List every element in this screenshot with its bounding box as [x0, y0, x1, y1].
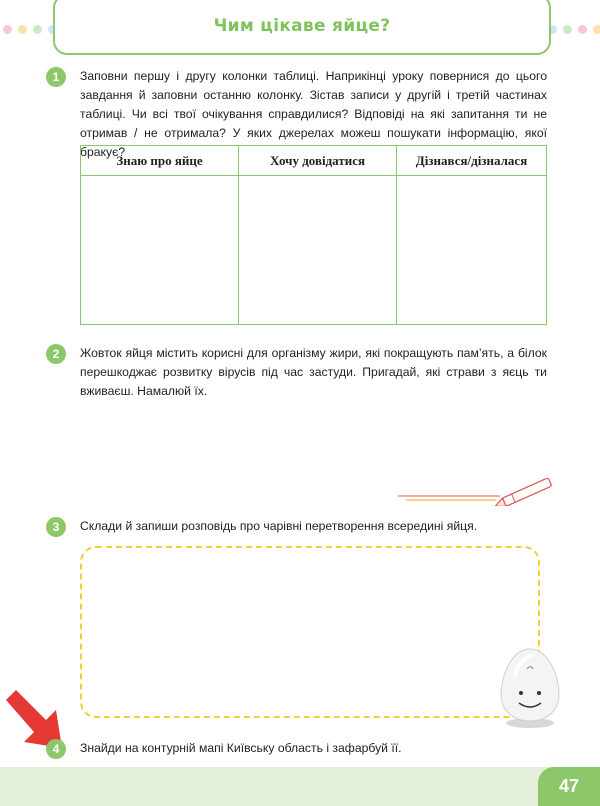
page-title: Чим цікаве яйце? — [213, 16, 391, 36]
title-box — [53, 0, 551, 55]
table-cell-know[interactable] — [81, 176, 239, 325]
task-2-text: Жовток яйця містить корисні для організму жири, які покращують пам’ять, а білок перешкоджає розвитку вірусів під час застуди. Пригадай, які страви з яєць ти вживаєш. Намалюй їх. — [80, 346, 547, 398]
page-number: 47 — [538, 767, 600, 806]
task-1-text: Заповни першу і другу колонки таблиці. Наприкінці уроку повернися до цього завдання й заповни останню колонку. Зістав записи у другій і третій частинах таблиці. Чи всі твої очікування справдилися? Відповіді на які запитання ти не отримав / не отримала? У яких джерелах можеш пошукати інформацію, якої бракує? — [80, 69, 547, 159]
task-number-2: 2 — [46, 344, 66, 364]
task-3-text: Склади й запиши розповідь про чарівні перетворення всередині яйця. — [80, 519, 478, 533]
table-header-want: Хочу довідатися — [239, 146, 397, 176]
table-header-learned: Дізнався/дізналася — [397, 146, 547, 176]
story-writing-area[interactable] — [80, 546, 540, 718]
pencil-icon — [396, 478, 558, 506]
table-cell-learned[interactable] — [397, 176, 547, 325]
task-number-4: 4 — [46, 739, 66, 759]
table-header-know: Знаю про яйце — [81, 146, 239, 176]
footer-band — [0, 767, 600, 806]
task-4-text: Знайди на контурній мапі Київську область і зафарбуй її. — [80, 741, 402, 755]
task-number-3: 3 — [46, 517, 66, 537]
table-cell-want[interactable] — [239, 176, 397, 325]
smiling-egg-icon — [495, 645, 565, 730]
task-number-1: 1 — [46, 67, 66, 87]
kwl-table — [80, 145, 547, 325]
